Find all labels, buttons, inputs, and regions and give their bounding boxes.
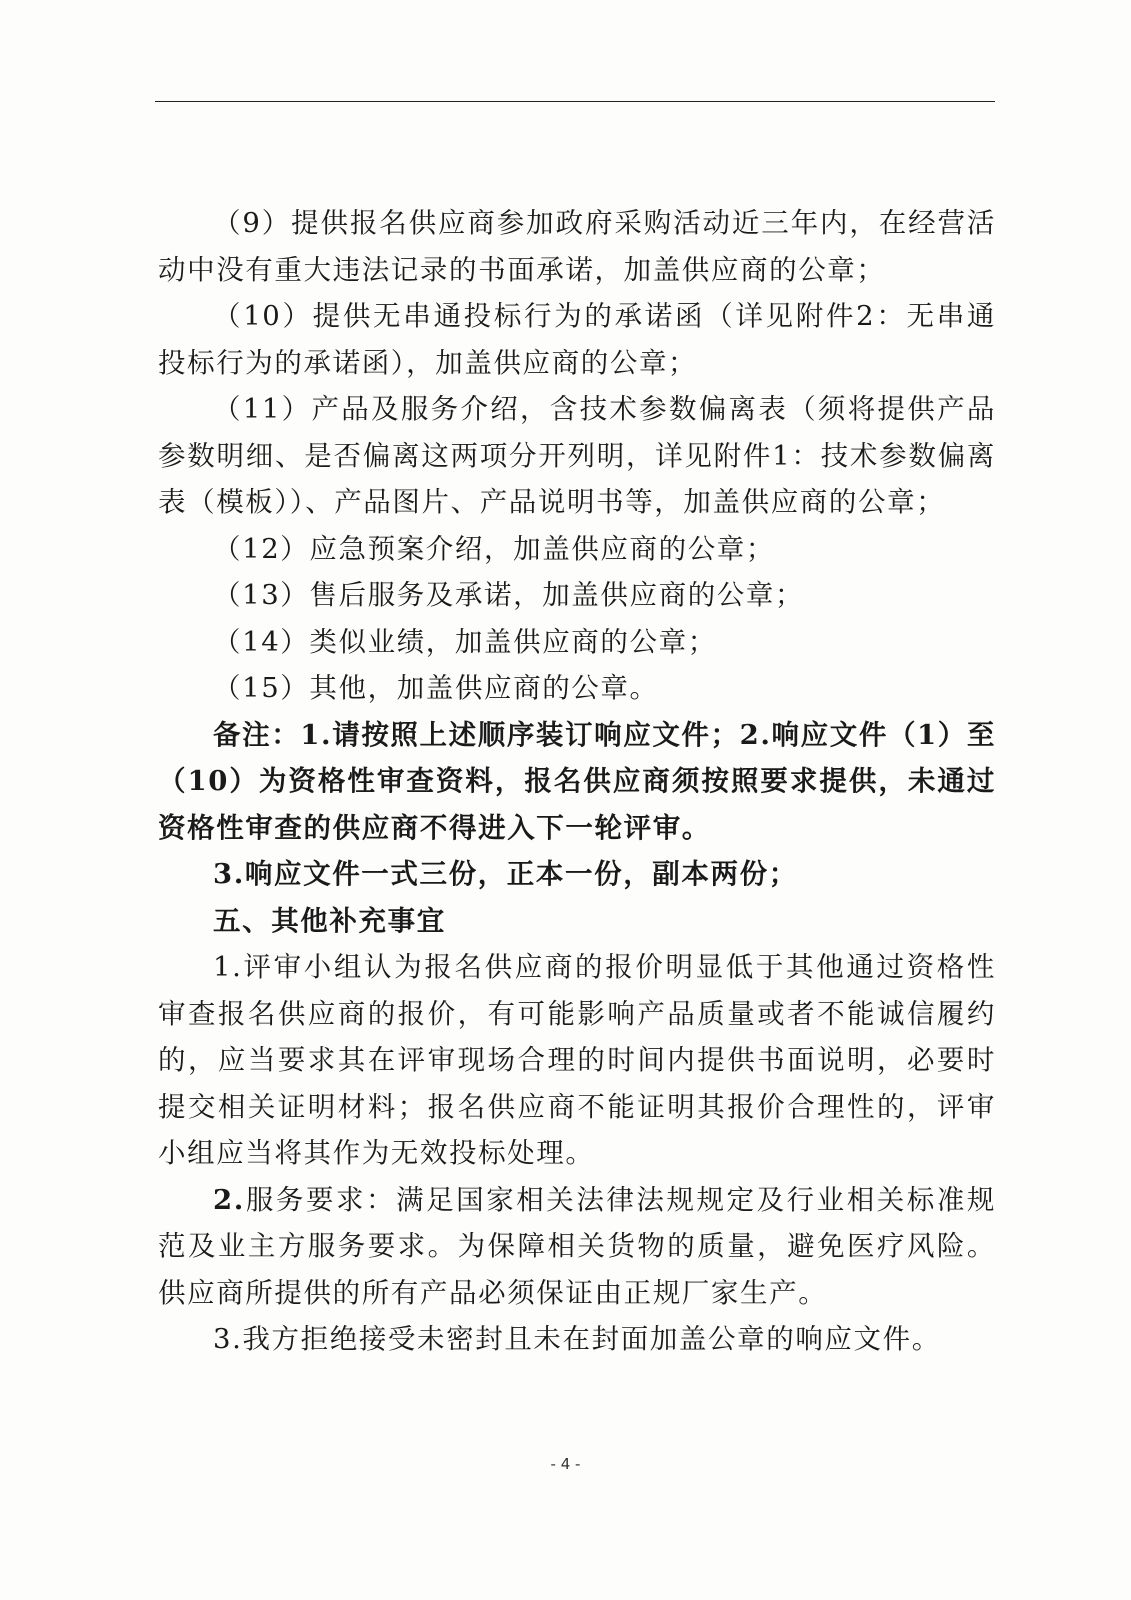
section-heading: 五、其他补充事宜	[213, 904, 446, 937]
copies-note: 3.响应文件一式三份，正本一份，副本两份；	[213, 858, 798, 890]
section-item-1: 1.评审小组认为报名供应商的报价明显低于其他通过资格性审查报名供应商的报价，有可能影响产品质量或者不能诚信履约的，应当要求其在评审现场合理的时间内提供书面说明，必要时提交相关证明材料；报名供应商不能证明其报价合理性的，评审小组应当将其作为无效投标处理。	[158, 951, 996, 1169]
remarks-note: 备注：1.请按照上述顺序装订响应文件；2.响应文件（1）至（10）为资格性审查资料，报名供应商须按照要求提供，未通过资格性审查的供应商不得进入下一轮评审。	[158, 718, 996, 844]
document-body	[158, 200, 996, 1363]
list-item-11: （11）产品及服务介绍，含技术参数偏离表（须将提供产品参数明细、是否偏离这两项分开列明，详见附件1：技术参数偏离表（模板））、产品图片、产品说明书等，加盖供应商的公章；	[158, 393, 996, 518]
list-item-9: （9）提供报名供应商参加政府采购活动近三年内，在经营活动中没有重大违法记录的书面承诺，加盖供应商的公章；	[158, 207, 996, 286]
list-item-12: （12）应急预案介绍，加盖供应商的公章；	[213, 532, 775, 565]
list-item-15: （15）其他，加盖供应商的公章。	[213, 672, 659, 704]
section-item-2	[158, 1177, 996, 1317]
list-item-13: （13）售后服务及承诺，加盖供应商的公章；	[213, 579, 805, 611]
section-item-2-number: 2.	[213, 1183, 245, 1216]
list-item-10: （10）提供无串通投标行为的承诺函（详见附件2：无串通投标行为的承诺函），加盖供应商的公章；	[158, 300, 996, 379]
page-number: - 4 -	[550, 1455, 581, 1473]
section-item-3: 3.我方拒绝接受未密封且未在封面加盖公章的响应文件。	[213, 1323, 941, 1355]
list-item-14: （14）类似业绩，加盖供应商的公章；	[213, 625, 717, 658]
section-item-2-text: 服务要求：满足国家相关法律法规规定及行业相关标准规范及业主方服务要求。为保障相关货物的质量，避免医疗风险。供应商所提供的所有产品必须保证由正规厂家生产。	[158, 1183, 996, 1309]
header-rule	[155, 101, 995, 102]
